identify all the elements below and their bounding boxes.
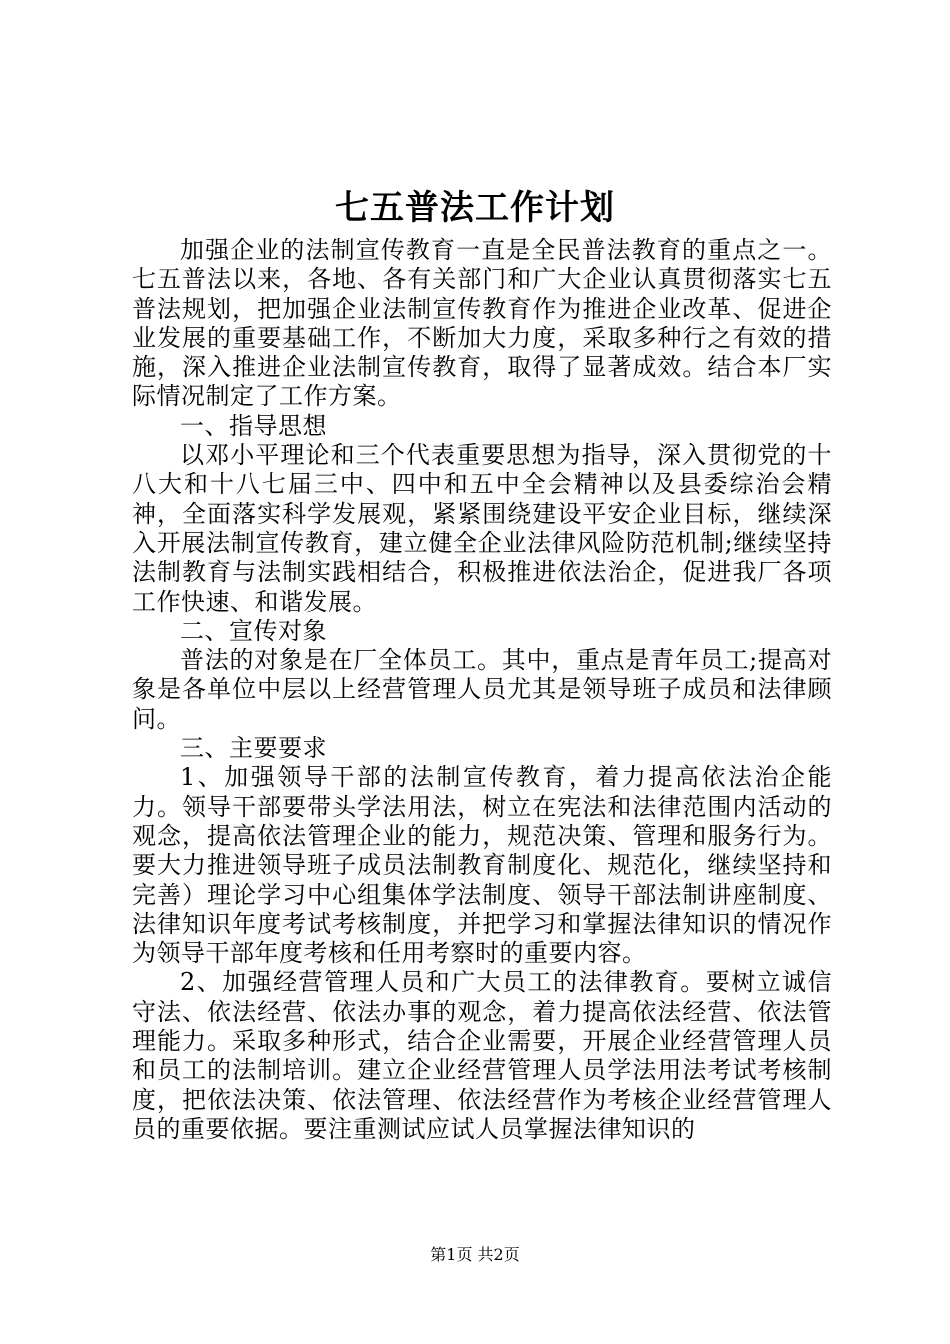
page-number-footer: 第1页 共2页 xyxy=(430,1245,520,1264)
intro-paragraph: 加强企业的法制宣传教育一直是全民普法教育的重点之一。七五普法以来，各地、各有关部门和广大企业认真贯彻落实七五普法规划，把加强企业法制宣传教育作为推进企业改革、促进企业发展的重要基础工作，不断加大力度，采取多种行之有效的措施，深入推进企业法制宣传教育，取得了显著成效。结合本厂实际情况制定了工作方案。 xyxy=(132,236,832,411)
section-heading-main-requirements: 三、主要要求 xyxy=(180,734,327,763)
section-heading-guiding-ideology: 一、指导思想 xyxy=(180,411,327,440)
section-heading-audience: 二、宣传对象 xyxy=(180,616,327,645)
guiding-ideology-paragraph: 以邓小平理论和三个代表重要思想为指导，深入贯彻党的十八大和十八七届三中、四中和五中全会精神以及县委综治会精神，全面落实科学发展观，紧紧围绕建设平安企业目标，继续深入开展法制宣传教育，建立健全企业法律风险防范机制;继续坚持法制教育与法制实践相结合，积极推进依法治企，促进我厂各项工作快速、和谐发展。 xyxy=(132,441,832,616)
requirement-1-paragraph: 1、加强领导干部的法制宣传教育，着力提高依法治企能力。领导干部要带头学法用法，树立在宪法和法律范围内活动的观念，提高依法管理企业的能力，规范决策、管理和服务行为。要大力推进领导班子成员法制教育制度化、规范化，继续坚持和完善）理论学习中心组集体学法制度、领导干部法制讲座制度、法律知识年度考试考核制度，并把学习和掌握法律知识的情况作为领导干部年度考核和任用考察时的重要内容。 xyxy=(132,763,832,968)
document-title: 七五普法工作计划 xyxy=(335,188,615,228)
audience-paragraph: 普法的对象是在厂全体员工。其中，重点是青年员工;提高对象是各单位中层以上经营管理人员尤其是领导班子成员和法律顾问。 xyxy=(132,646,832,733)
requirement-2-paragraph: 2、加强经营管理人员和广大员工的法律教育。要树立诚信守法、依法经营、依法办事的观念，着力提高依法经营、依法管理能力。采取多种形式，结合企业需要，开展企业经营管理人员和员工的法制培训。建立企业经营管理人员学法用法考试考核制度，把依法决策、依法管理、依法经营作为考核企业经营管理人员的重要依据。要注重测试应试人员掌握法律知识的 xyxy=(132,968,832,1143)
document-body xyxy=(132,236,832,1144)
